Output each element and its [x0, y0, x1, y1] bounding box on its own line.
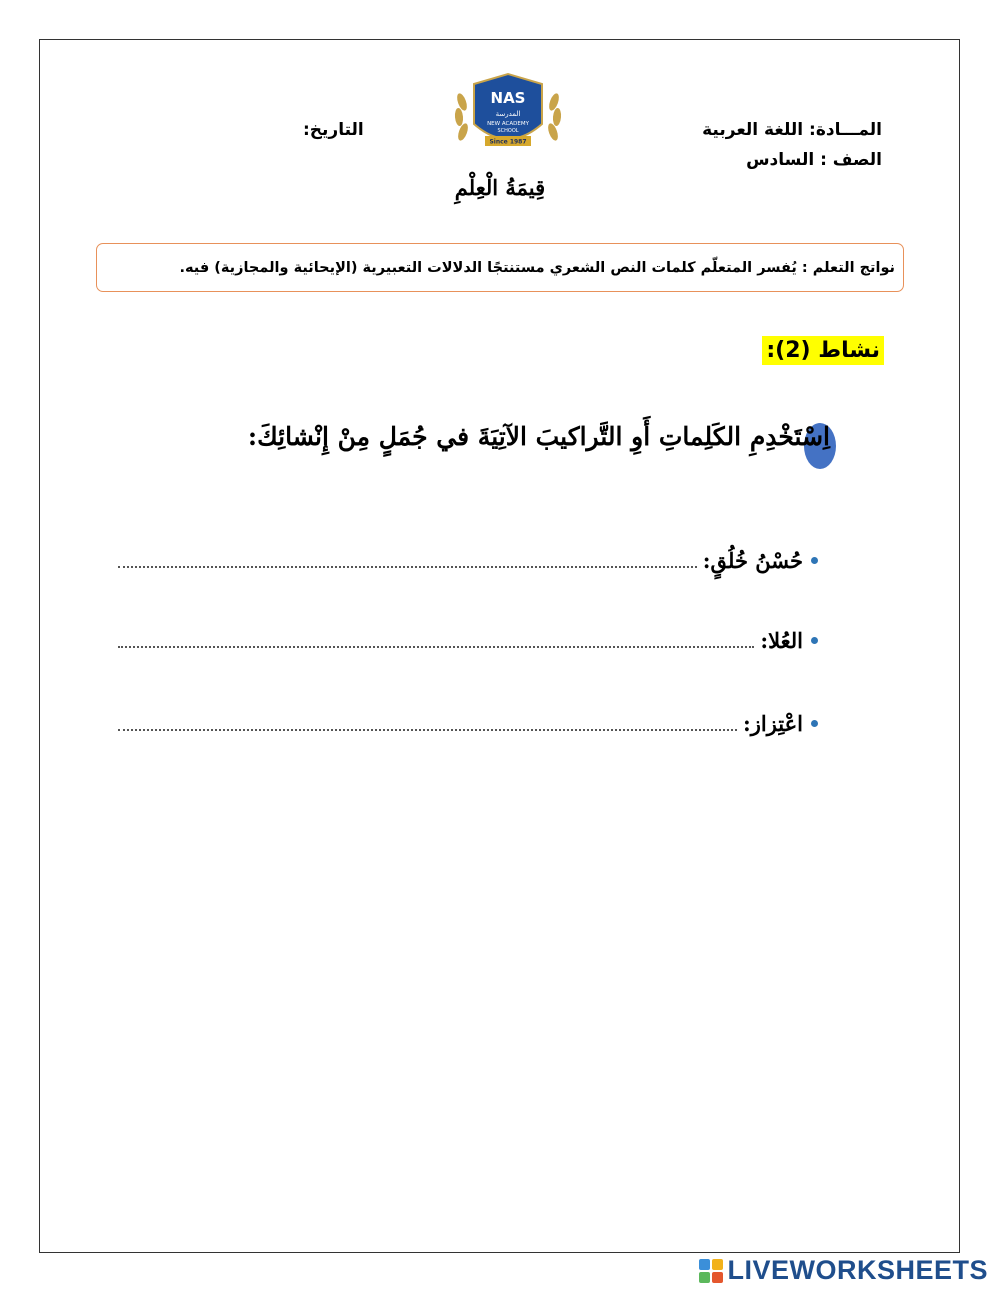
liveworksheets-logo-icon — [699, 1259, 723, 1283]
logo-abbr: NAS — [490, 89, 526, 107]
item-word: العُلا: — [760, 627, 803, 653]
subject-label: المـــادة: اللغة العربية — [702, 120, 882, 140]
learning-outcomes-box — [96, 243, 904, 292]
answer-line-2[interactable] — [118, 646, 754, 648]
logo-since: Since 1987 — [489, 138, 527, 146]
logo-english-line2: SCHOOL — [497, 128, 519, 134]
bullet-icon — [811, 720, 818, 727]
grade-label: الصف : السادس — [746, 150, 882, 170]
learning-outcomes-text: نواتج التعلم : يُفسر المتعلّم كلمات النص الشعري مستنتجًا الدلالات التعبيرية (الإيحائية والمجازية) فيه. — [179, 259, 895, 276]
answer-line-3[interactable] — [118, 729, 737, 731]
liveworksheets-brand — [699, 1255, 988, 1286]
brand-text: LIVEWORKSHEETS — [727, 1255, 988, 1285]
activity-instruction: اِسْتَخْدِمِ الكَلِماتِ أَوِ التَّراكيبَ الآتِيَةَ في جُمَلٍ مِنْ إِنْشائِكَ: — [247, 422, 830, 451]
bullet-icon — [811, 557, 818, 564]
logo-english-line1: NEW ACADEMY — [487, 121, 529, 127]
list-item — [118, 703, 818, 743]
lesson-title: قِيمَةُ الْعِلْمِ — [454, 175, 546, 200]
logo-arabic-name: المدرسة — [495, 110, 521, 118]
date-label: التاريخ: — [303, 120, 364, 140]
activity-label: نشاط (2): — [762, 336, 884, 365]
list-item — [118, 620, 818, 660]
answer-line-1[interactable] — [118, 566, 697, 568]
school-logo — [452, 72, 564, 156]
item-word: اعْتِزاز: — [742, 710, 803, 736]
bullet-icon — [811, 637, 818, 644]
item-word: حُسْنُ خُلُقٍ: — [702, 547, 803, 573]
list-item — [118, 540, 818, 580]
